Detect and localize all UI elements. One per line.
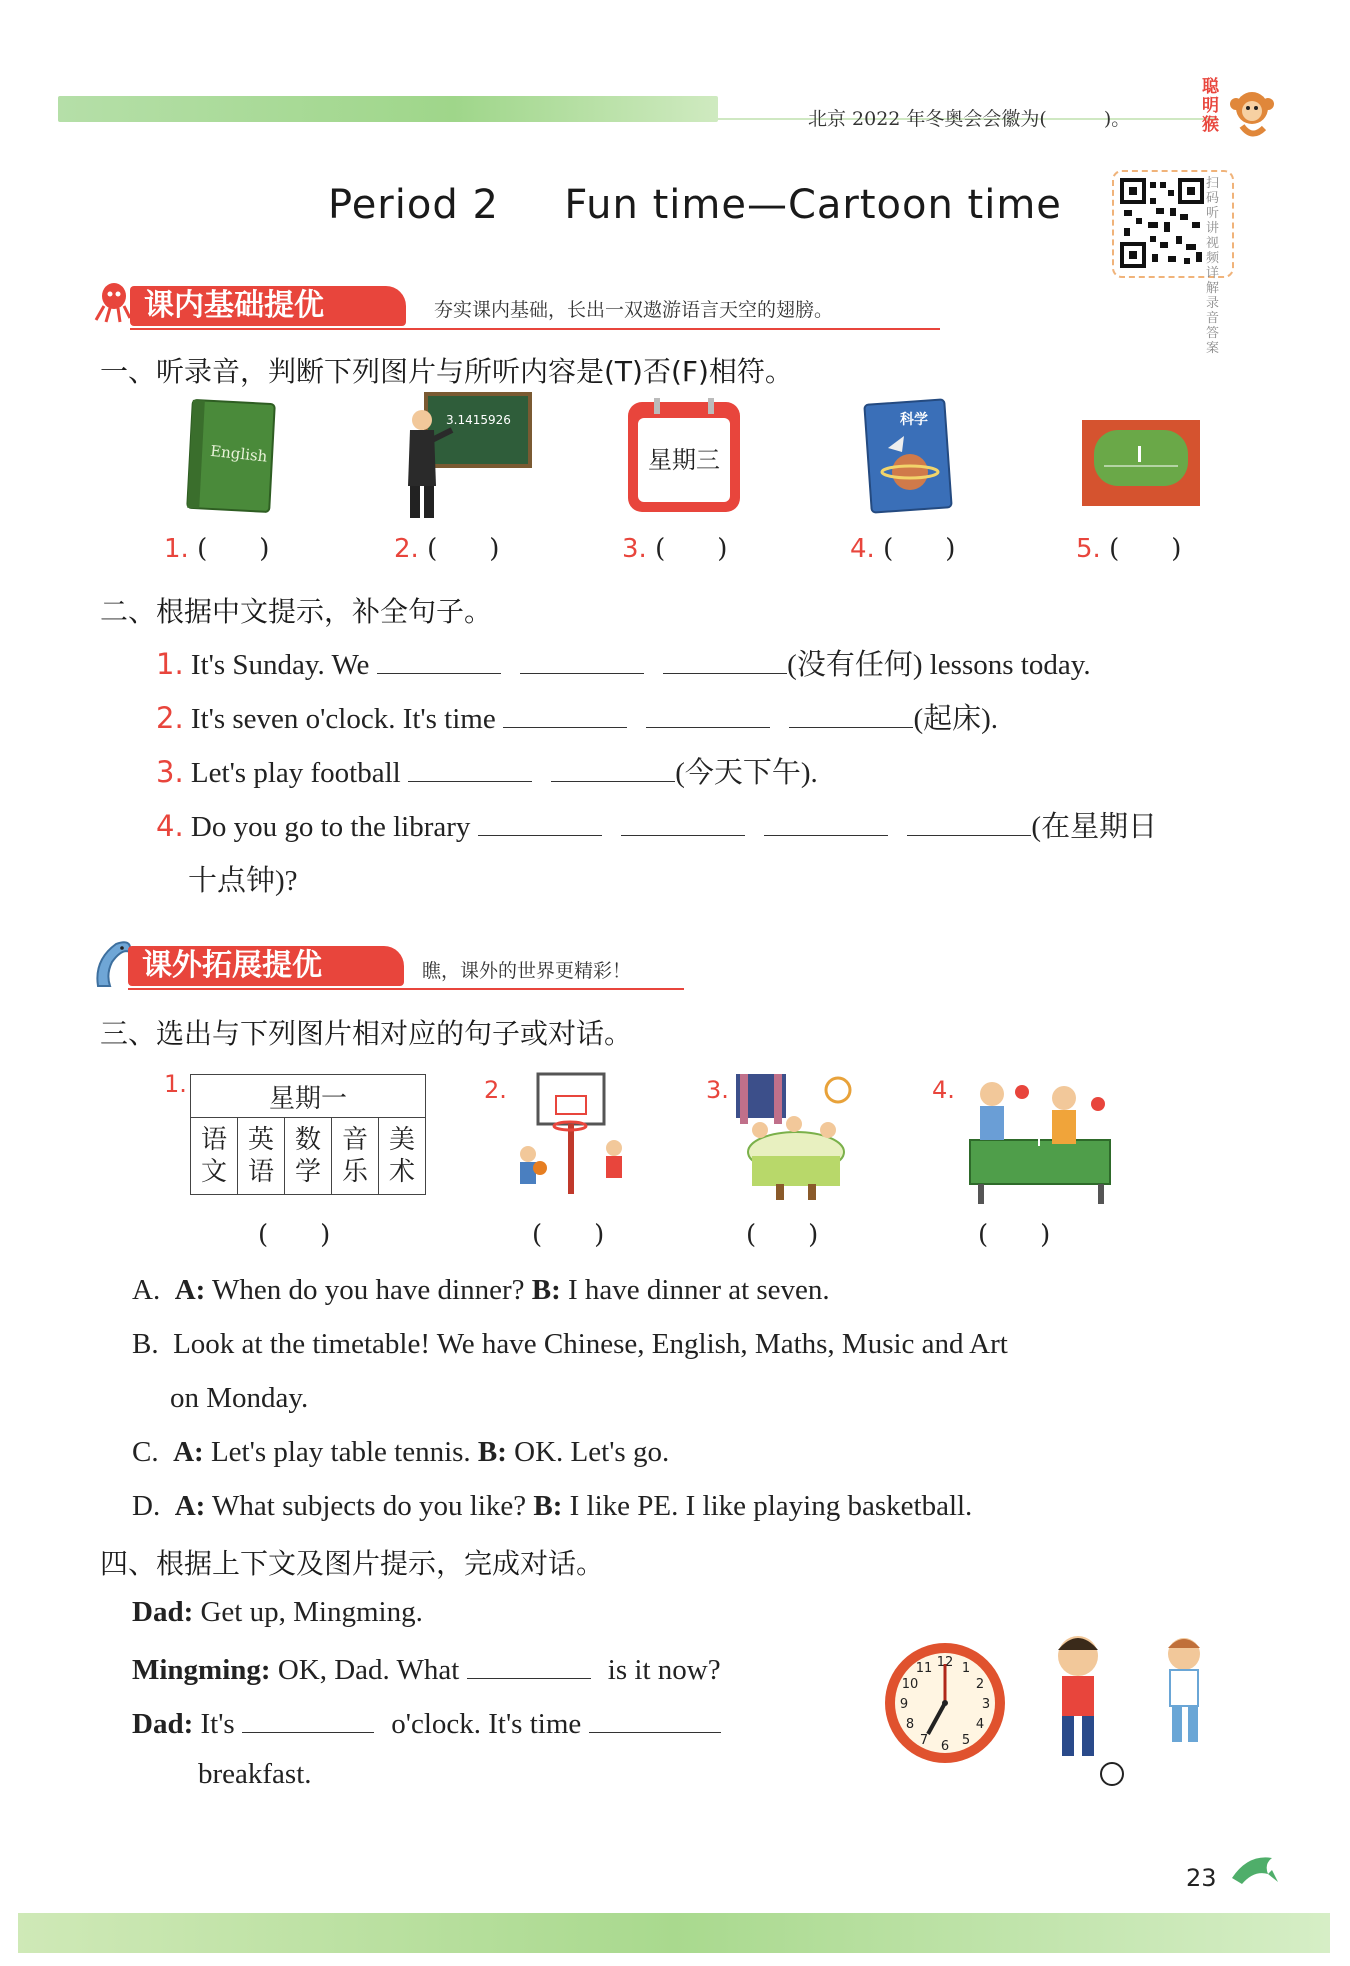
title-period: Period 2: [328, 182, 499, 228]
q1-item-1: 1. ( ): [164, 534, 270, 564]
svg-text:2: 2: [975, 1677, 985, 1692]
q3-option-a: A. A: When do you have dinner? B: I have dinner at seven.: [132, 1274, 830, 1306]
svg-text:1: 1: [961, 1661, 971, 1676]
fill-blank[interactable]: [520, 645, 644, 674]
section-underline-extended: [128, 988, 684, 990]
family-dinner-picture: [730, 1072, 864, 1202]
fill-blank[interactable]: [242, 1704, 374, 1733]
q4-line-4: breakfast.: [198, 1758, 312, 1790]
footer-band: [18, 1913, 1330, 1953]
q3-num-1: 1.: [164, 1070, 187, 1098]
section-tagline-basic: 夯实课内基础，长出一双遨游语言天空的翅膀。: [434, 299, 834, 321]
q3-answer-3[interactable]: ( ): [746, 1220, 819, 1250]
q3-option-c: C. A: Let's play table tennis. B: OK. Let's go.: [132, 1436, 670, 1468]
fill-blank[interactable]: [377, 645, 501, 674]
svg-text:10: 10: [901, 1677, 919, 1692]
fill-blank[interactable]: [646, 699, 770, 728]
qr-code-box: [1112, 170, 1234, 356]
squid-icon: [90, 280, 134, 324]
q2-sentence-2: 2. It's seven o'clock. It's time (起床).: [156, 701, 999, 735]
q3-option-d: D. A: What subjects do you like? B: I like PE. I like playing basketball.: [132, 1490, 973, 1522]
question-3-heading: 三、选出与下列图片相对应的句子或对话。: [100, 1017, 633, 1050]
page-number: 23: [1186, 1864, 1217, 1892]
svg-text:5: 5: [961, 1733, 971, 1748]
qr-code-icon: [1120, 178, 1204, 268]
timetable-subject: 英 语: [238, 1118, 285, 1195]
q3-answer-2[interactable]: ( ): [532, 1220, 605, 1250]
svg-text:8: 8: [905, 1717, 915, 1732]
fill-blank[interactable]: [663, 645, 787, 674]
question-4-heading: 四、根据上下文及图片提示，完成对话。: [100, 1547, 605, 1580]
svg-text:3: 3: [981, 1697, 991, 1712]
basketball-picture: [508, 1070, 648, 1200]
q2-sentence-4: 4. Do you go to the library (在星期日: [156, 809, 1158, 843]
fill-blank[interactable]: [621, 807, 745, 836]
answer-blank[interactable]: ( ): [427, 534, 500, 564]
q3-num-2: 2.: [484, 1076, 507, 1104]
answer-blank[interactable]: ( ): [883, 534, 956, 564]
question-2-heading: 二、根据中文提示，补全句子。: [100, 595, 493, 628]
english-book-label: English: [209, 441, 269, 466]
fill-blank[interactable]: [503, 699, 627, 728]
q1-item-2: 2. ( ): [394, 534, 500, 564]
q3-option-b: B. Look at the timetable! We have Chinese, English, Maths, Music and Art: [132, 1328, 1008, 1360]
q3-num-4: 4.: [932, 1076, 955, 1104]
calendar-wednesday-picture: [624, 396, 744, 516]
title-main: Fun time—Cartoon time: [564, 182, 1062, 228]
timetable-day: 星期一: [191, 1075, 426, 1118]
science-book-picture: [858, 396, 958, 516]
fill-blank[interactable]: [789, 699, 913, 728]
clock-seven-oclock-picture: [880, 1638, 1010, 1768]
answer-blank[interactable]: ( ): [197, 534, 270, 564]
question-1-heading: 一、听录音，判断下列图片与所听内容是(T)否(F)相符。: [100, 355, 793, 388]
q1-item-5: 5. ( ): [1076, 534, 1182, 564]
header-band: [58, 96, 718, 122]
header-note: 北京 2022 年冬奥会会徽为( )。: [808, 108, 1131, 130]
section-underline-basic: [130, 328, 940, 330]
section-tagline-extended: 瞧，课外的世界更精彩！: [422, 960, 632, 982]
svg-text:12: 12: [936, 1655, 954, 1670]
timetable-subject: 美 术: [379, 1118, 426, 1195]
timetable-subject: 数 学: [285, 1118, 332, 1195]
table-tennis-picture: [952, 1074, 1120, 1204]
q4-line-2: Mingming: OK, Dad. What is it now?: [132, 1650, 721, 1687]
q2-sentence-3: 3. Let's play football (今天下午).: [156, 755, 818, 789]
fill-blank[interactable]: [907, 807, 1031, 836]
q3-num-3: 3.: [706, 1076, 729, 1104]
mascot-label: 聪明猴: [1202, 77, 1219, 135]
page-title: [328, 182, 1062, 228]
fill-blank[interactable]: [408, 753, 532, 782]
q1-item-3: 3. ( ): [622, 534, 728, 564]
workbook-page: [18, 18, 1330, 1948]
timetable: [190, 1074, 426, 1195]
calendar-label: 星期三: [648, 446, 720, 474]
qr-caption: 扫码听讲 视频详解 录音答案: [1206, 176, 1220, 356]
svg-text:9: 9: [899, 1697, 909, 1712]
q3-answer-4[interactable]: ( ): [978, 1220, 1051, 1250]
svg-text:4: 4: [975, 1717, 985, 1732]
svg-text:7: 7: [919, 1733, 929, 1748]
svg-text:6: 6: [940, 1739, 950, 1754]
svg-text:11: 11: [915, 1661, 933, 1676]
kids-football-picture: [1038, 1626, 1238, 1786]
q2-sentence-1: 1. It's Sunday. We (没有任何) lessons today.: [156, 647, 1091, 681]
teacher-blackboard-picture: [396, 390, 536, 520]
answer-blank[interactable]: ( ): [655, 534, 728, 564]
timetable-subject: 音 乐: [332, 1118, 379, 1195]
english-book-picture: [182, 396, 282, 514]
fill-blank[interactable]: [589, 1704, 721, 1733]
fill-blank[interactable]: [764, 807, 888, 836]
section-banner-basic: 课内基础提优: [130, 286, 406, 326]
q1-item-4: 4. ( ): [850, 534, 956, 564]
answer-blank[interactable]: ( ): [1109, 534, 1182, 564]
monkey-mascot-icon: [1202, 78, 1280, 148]
q4-line-3: Dad: It's o'clock. It's time: [132, 1704, 721, 1741]
sports-field-picture: [1082, 416, 1200, 510]
q3-option-b-cont: on Monday.: [170, 1382, 309, 1414]
science-book-label: 科学: [900, 412, 928, 428]
q4-line-1: Dad: Get up, Mingming.: [132, 1596, 423, 1628]
fill-blank[interactable]: [551, 753, 675, 782]
blackboard-number: 3.1415926: [446, 413, 511, 427]
fill-blank[interactable]: [467, 1650, 591, 1679]
q2-sentence-4-cont: 十点钟)?: [188, 865, 298, 897]
dolphin-footer-icon: [1228, 1848, 1280, 1892]
timetable-subject: 语 文: [191, 1118, 238, 1195]
q3-answer-1[interactable]: ( ): [258, 1220, 331, 1250]
fill-blank[interactable]: [478, 807, 602, 836]
section-banner-extended: 课外拓展提优: [128, 946, 404, 986]
